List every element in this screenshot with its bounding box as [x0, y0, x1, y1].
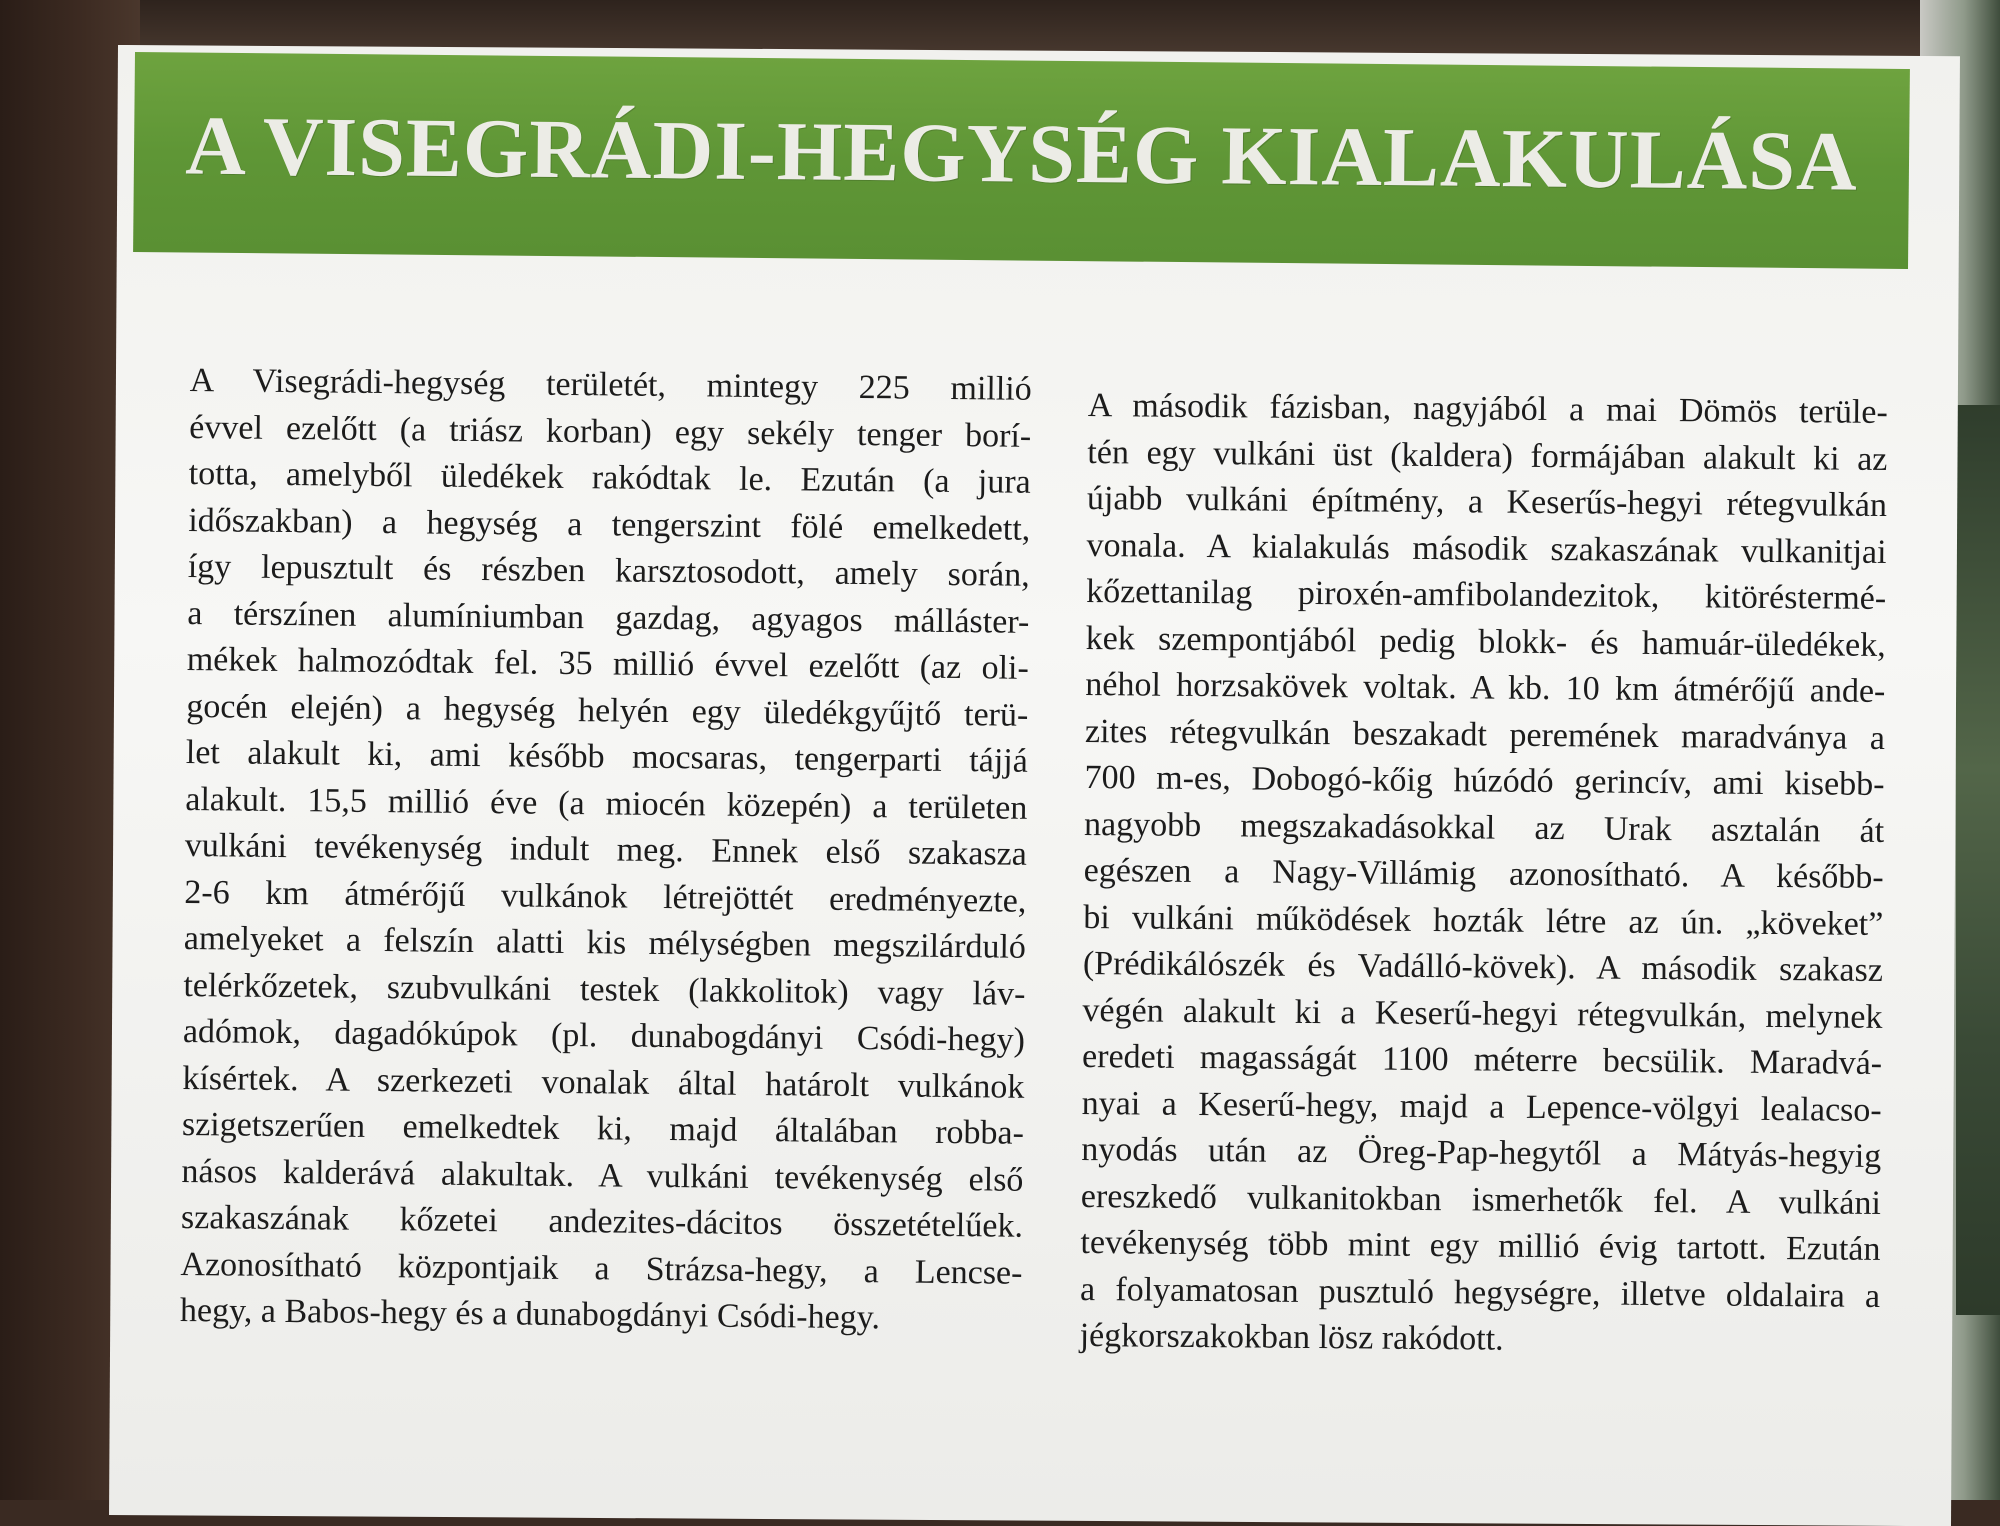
text-line: eredeti magasságát 1100 méterre becsülik. Maradvá-: [1081, 1037, 1883, 1082]
text-line: 2-6 km átmérőjű vulkánok létrejöttét eredményezte,: [184, 873, 1027, 920]
text-line: vonala. A kialakulás második szakaszának vulkanitjai: [1086, 526, 1887, 571]
sign-title: A VISEGRÁDI-HEGYSÉG KIALAKULÁSA: [184, 99, 1859, 209]
text-line: a folyamatosan pusztuló hegységre, illetve oldalaira a: [1079, 1270, 1881, 1315]
text-line: végén alakult ki a Keserű-hegyi rétegvulkán, melynek: [1082, 991, 1883, 1036]
text-line: néhol horzsakövek voltak. A kb. 10 km átmérőjű ande-: [1085, 665, 1886, 710]
text-line: ereszkedő vulkanitokban ismerhetők fel. A vulkáni: [1080, 1177, 1882, 1222]
text-line: (Prédikálószék és Vadálló-kövek). A második szakasz: [1082, 944, 1884, 989]
text-line: nyai a Keserű-hegy, majd a Lepence-völgyi lealacso-: [1081, 1084, 1882, 1129]
text-line: A Visegrádi-hegység területét, mintegy 225 millió: [189, 361, 1032, 408]
text-line: gocén elején) a hegység helyén egy üledékgyűjtő terü-: [186, 687, 1029, 734]
text-line: nagyobb megszakadásokkal az Urak asztalán át: [1083, 805, 1885, 850]
text-line: a térszínen alumíniumban gazdag, agyagos málláster-: [187, 594, 1030, 641]
text-line: zites rétegvulkán beszakadt peremének maradványa a: [1084, 712, 1886, 757]
text-line: amelyeket a felszín alatti kis mélységben megszilárduló: [183, 919, 1027, 966]
text-line: let alakult ki, ami később mocsaras, tengerparti tájjá: [185, 733, 1029, 780]
text-line: vulkáni tevékenység indult meg. Ennek első szakasza: [184, 826, 1028, 873]
text-line: alakult. 15,5 millió éve (a miocén közepén) a területen: [185, 780, 1028, 827]
text-line: tén egy vulkáni üst (kaldera) formájában alakult ki az: [1087, 433, 1888, 478]
text-line: szakaszának kőzetei andezites-dácitos összetételűek.: [180, 1198, 1024, 1245]
text-line: így lepusztult és részben karsztosodott, amely során,: [187, 547, 1030, 594]
right-text-column: [1079, 383, 1887, 1366]
text-line: időszakban) a hegység a tengerszint fölé emelkedett,: [188, 501, 1031, 548]
text-line: újabb vulkáni építmény, a Keserűs-hegyi rétegvulkán: [1086, 479, 1888, 524]
text-line: Azonosítható központjaik a Strázsa-hegy, a Lencse-: [180, 1245, 1023, 1292]
text-line: kőzettanilag piroxén-amfibolandezitok, kitöréstermé-: [1086, 572, 1887, 617]
text-line: tevékenység több mint egy millió évig tartott. Ezután: [1080, 1223, 1881, 1268]
text-line: jégkorszakokban lösz rakódott.: [1079, 1316, 1504, 1358]
text-line: mékek halmozódtak fel. 35 millió évvel ezelőtt (az oli-: [186, 640, 1029, 687]
text-line: bi vulkáni működések hozták létre az ún. „köveket”: [1083, 898, 1884, 943]
text-line: adómok, dagadókúpok (pl. dunabogdányi Csódi-hegy): [182, 1012, 1026, 1059]
foliage-photo-edge: [1956, 405, 2000, 1315]
text-line: egészen a Nagy-Villámig azonosítható. A később-: [1083, 851, 1884, 896]
title-banner: [133, 52, 1910, 269]
text-line: totta, amelyből üledékek rakódtak le. Ezután (a jura: [188, 454, 1031, 501]
text-line: kek szempontjából pedig blokk- és hamuár-üledékek,: [1085, 619, 1886, 664]
text-line: násos kalderává alakultak. A vulkáni tevékenység első: [181, 1152, 1024, 1199]
text-line: szigetszerűen emelkedtek ki, majd általában robba-: [181, 1105, 1025, 1152]
text-line: évvel ezelőtt (a triász korban) egy sekély tenger borí-: [189, 408, 1032, 455]
left-text-column: [180, 358, 1032, 1343]
text-line: A második fázisban, nagyjából a mai Dömös terüle-: [1087, 386, 1888, 431]
text-line: nyodás után az Öreg-Pap-hegytől a Mátyás-hegyig: [1081, 1130, 1882, 1175]
text-line: 700 m-es, Dobogó-kőig húzódó gerincív, ami kisebb-: [1084, 758, 1885, 803]
text-line: kísértek. A szerkezeti vonalak által határolt vulkánok: [182, 1059, 1025, 1106]
text-line: hegy, a Babos-hegy és a dunabogdányi Csódi-hegy.: [179, 1291, 881, 1337]
text-line: telérkőzetek, szubvulkáni testek (lakkolitok) vagy láv-: [183, 966, 1026, 1013]
